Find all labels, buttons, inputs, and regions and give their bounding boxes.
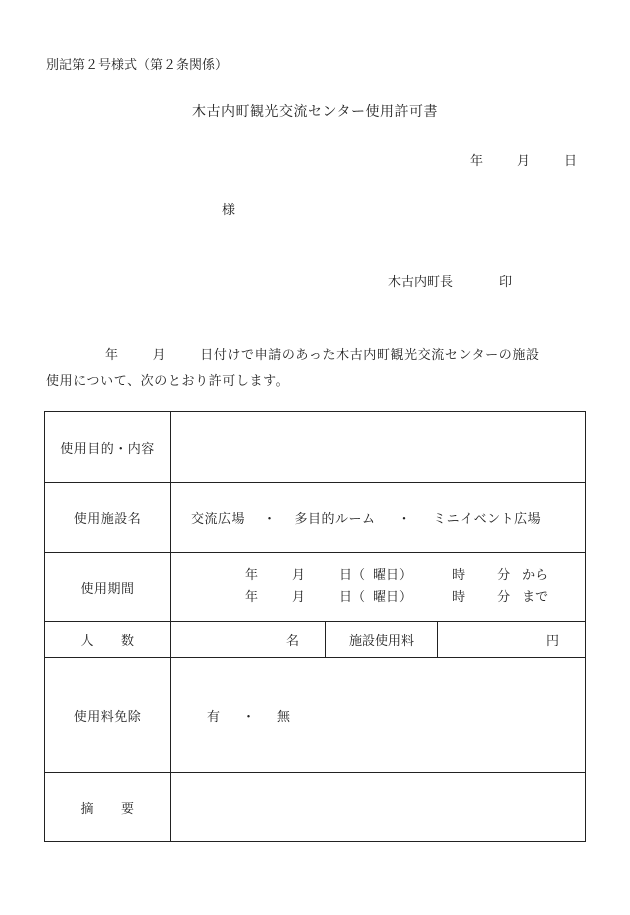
period-start-suffix: から (522, 568, 549, 583)
period-end-suffix: まで (522, 590, 549, 605)
period-start-day: 日（ (339, 568, 366, 583)
exemption-separator: ・ (242, 709, 256, 725)
period-start-month: 月 (292, 568, 306, 583)
facility-option-exchange-plaza: 交流広場 (191, 512, 246, 527)
period-end-month: 月 (292, 590, 306, 605)
issue-date (470, 150, 577, 169)
body-line-1 (105, 344, 540, 363)
addressee-suffix: 様 (222, 203, 236, 218)
period-end-year: 年 (245, 590, 259, 605)
issuer-name: 木古内町長 (388, 275, 454, 290)
period-start-weekday: 曜日） (373, 568, 413, 583)
fee-unit: 円 (438, 622, 586, 658)
facility-label: 使用施設名 (45, 483, 171, 553)
period-row (45, 553, 586, 622)
seal-mark: 印 (499, 275, 513, 290)
purpose-label: 使用目的・内容 (45, 412, 171, 483)
issuer-line (388, 271, 512, 290)
people-unit: 名 (171, 622, 326, 658)
period-values (171, 553, 586, 622)
period-end-day: 日（ (339, 590, 366, 605)
facility-option-multipurpose-room: 多目的ルーム (294, 512, 376, 527)
remarks-value (171, 773, 586, 842)
exemption-label: 使用料免除 (45, 658, 171, 773)
remarks-label: 摘 要 (45, 773, 171, 842)
body-year: 年 (105, 348, 119, 363)
period-start-minute: 分 (497, 568, 511, 583)
period-start-year: 年 (245, 568, 259, 583)
permit-table (44, 411, 586, 842)
purpose-row (45, 412, 586, 483)
body-text-1: 日付けで申請のあった木古内町観光交流センターの施設 (200, 348, 540, 363)
document-title: 木古内町観光交流センター使用許可書 (192, 104, 438, 120)
period-end-weekday: 曜日） (373, 590, 413, 605)
period-end-hour: 時 (452, 590, 466, 605)
date-day: 日 (564, 154, 578, 169)
remarks-row (45, 773, 586, 842)
fee-label: 施設使用料 (326, 622, 438, 658)
body-line-2: 使用について、次のとおり許可します。 (46, 374, 290, 389)
facility-row (45, 483, 586, 553)
purpose-value (171, 412, 586, 483)
body-month: 月 (152, 348, 167, 363)
period-start-hour: 時 (452, 568, 466, 583)
period-end (245, 587, 585, 609)
date-year: 年 (470, 154, 484, 169)
exemption-no: 無 (277, 709, 291, 725)
period-start (245, 565, 585, 587)
facility-options (171, 483, 586, 553)
people-label: 人 数 (45, 622, 171, 658)
period-label: 使用期間 (45, 553, 171, 622)
date-month: 月 (517, 154, 531, 169)
period-end-minute: 分 (497, 590, 511, 605)
facility-option-mini-event-plaza: ミニイベント広場 (433, 512, 542, 527)
form-number-label: 別記第２号様式（第２条関係） (46, 58, 229, 73)
facility-separator: ・ (397, 512, 412, 527)
people-fee-row (45, 622, 586, 658)
exemption-row (45, 658, 586, 773)
exemption-options (171, 658, 586, 773)
facility-separator: ・ (263, 512, 277, 527)
exemption-yes: 有 (207, 709, 221, 725)
